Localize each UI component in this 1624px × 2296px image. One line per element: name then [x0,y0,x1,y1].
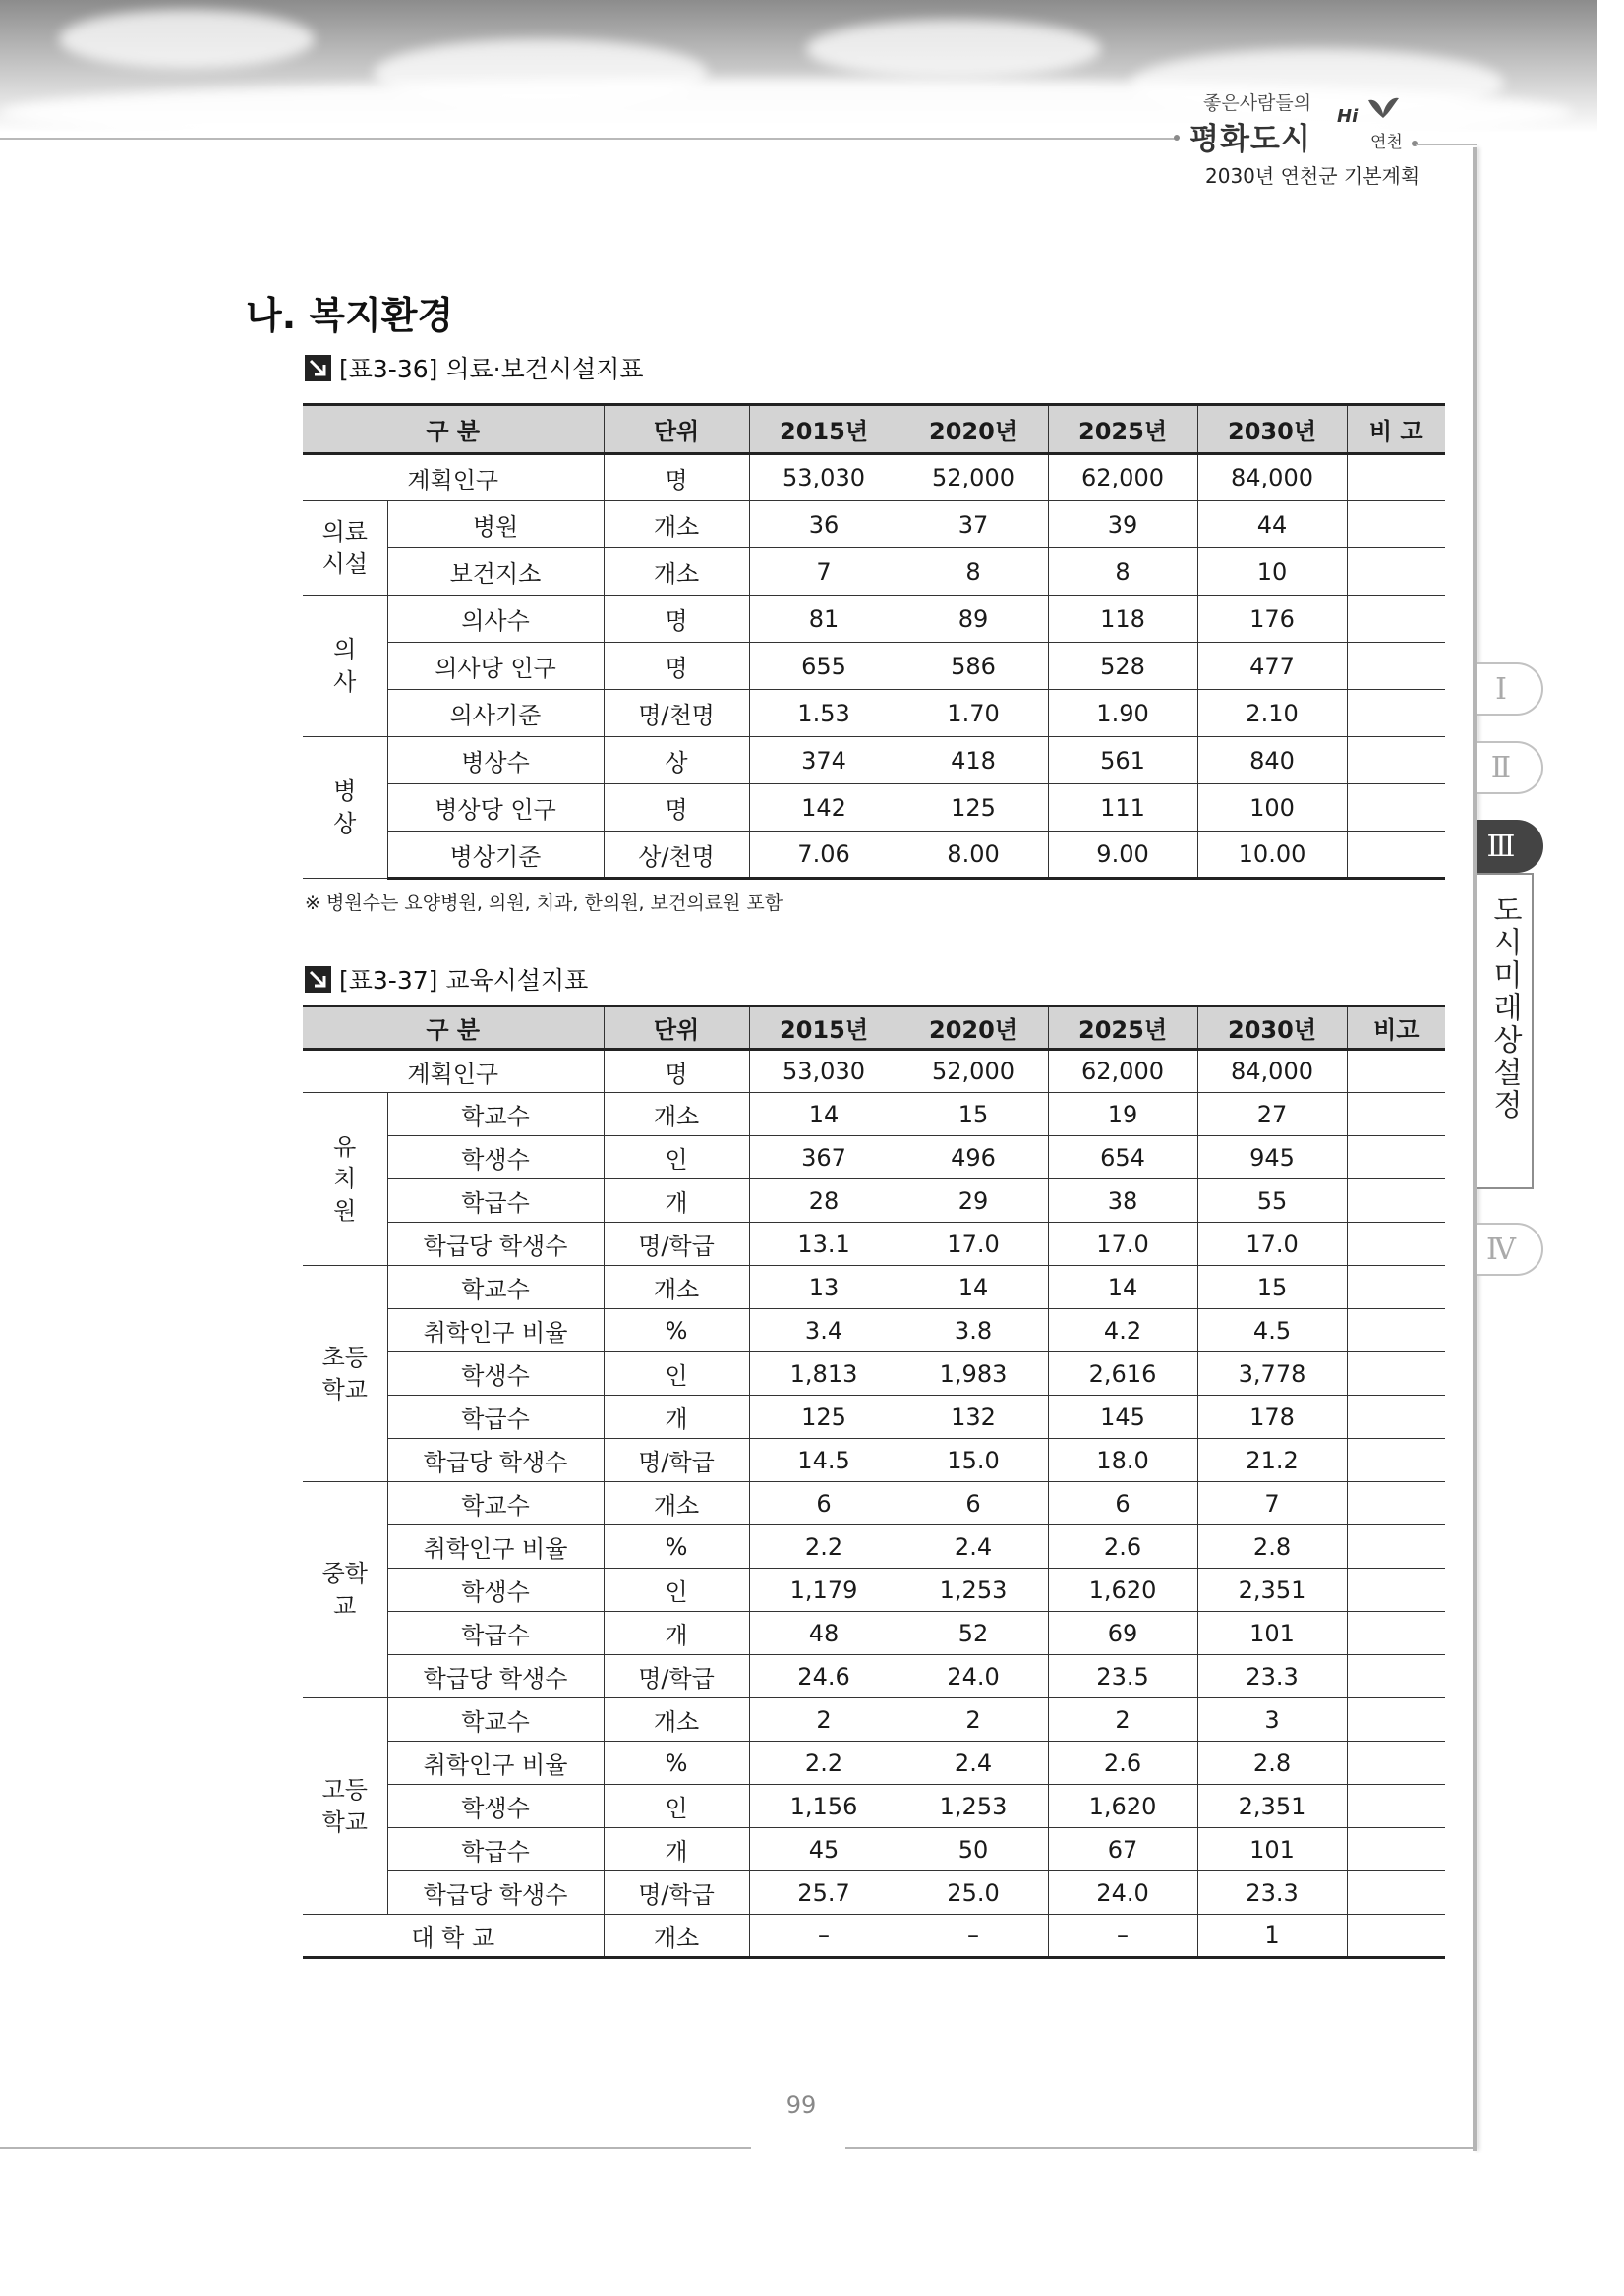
education-facility-table [303,1004,1445,1959]
table-row [303,1309,1445,1352]
value-cell: 2.8 [1197,1525,1347,1569]
row-label: 의사수 [387,596,604,643]
value-cell: 13 [749,1266,899,1309]
value-cell: 3 [1197,1698,1347,1742]
value-cell: 2.6 [1048,1525,1197,1569]
value-cell: 418 [899,737,1048,784]
value-cell: 84,000 [1197,1050,1347,1093]
table-row [303,1525,1445,1569]
remarks-cell [1347,1828,1445,1871]
row-label: 계획인구 [303,454,604,501]
table-row [303,1266,1445,1309]
value-cell: 8.00 [899,832,1048,879]
row-label: 취학인구 비율 [387,1309,604,1352]
value-cell: 23.5 [1048,1655,1197,1698]
value-cell: 7 [1197,1482,1347,1525]
arrow-box-icon [305,355,331,381]
value-cell: 3,778 [1197,1352,1347,1396]
table-row [303,1396,1445,1439]
value-cell: 7.06 [749,832,899,879]
value-cell: 178 [1197,1396,1347,1439]
value-cell: 24.0 [899,1655,1048,1698]
table-row [303,1742,1445,1785]
remarks-cell [1347,596,1445,643]
header-category: 구 분 [303,405,604,454]
group-label: 유 치 원 [303,1093,387,1266]
value-cell: 2.6 [1048,1742,1197,1785]
group-label: 초등 학교 [303,1266,387,1482]
table-row [303,1698,1445,1742]
unit-cell: 명 [604,643,749,690]
remarks-cell [1347,1309,1445,1352]
row-label: 학교수 [387,1266,604,1309]
value-cell: 24.0 [1048,1871,1197,1915]
value-cell: 840 [1197,737,1347,784]
value-cell: 2,351 [1197,1569,1347,1612]
value-cell: 1,156 [749,1785,899,1828]
group-label: 고등 학교 [303,1698,387,1915]
table-row [303,1612,1445,1655]
logo-hi: Hi [1337,106,1359,127]
value-cell: 55 [1197,1179,1347,1223]
remarks-cell [1347,1266,1445,1309]
row-label: 학생수 [387,1569,604,1612]
table-row [303,1915,1445,1958]
value-cell: 9.00 [1048,832,1197,879]
remarks-cell [1347,548,1445,596]
value-cell: 50 [899,1828,1048,1871]
remarks-cell [1347,832,1445,879]
remarks-cell [1347,784,1445,832]
unit-cell: 명/천명 [604,690,749,737]
unit-cell: 인 [604,1785,749,1828]
unit-cell: 개소 [604,548,749,596]
row-label: 취학인구 비율 [387,1525,604,1569]
table-row [303,690,1445,737]
value-cell: 24.6 [749,1655,899,1698]
value-cell: – [899,1915,1048,1958]
table-row [303,784,1445,832]
value-cell: 1,179 [749,1569,899,1612]
value-cell: 586 [899,643,1048,690]
remarks-cell [1347,454,1445,501]
table-row [303,1179,1445,1223]
value-cell: 23.3 [1197,1871,1347,1915]
remarks-cell [1347,1525,1445,1569]
value-cell: 62,000 [1048,1050,1197,1093]
value-cell: 3.4 [749,1309,899,1352]
unit-cell: 명/학급 [604,1439,749,1482]
value-cell: 125 [899,784,1048,832]
chapter-tab-1[interactable]: Ⅰ [1477,662,1543,716]
row-label: 병상기준 [387,832,604,879]
group-label: 병 상 [303,737,387,879]
group-label: 의 사 [303,596,387,737]
header-rule-dot [1174,135,1180,141]
value-cell: 1 [1197,1915,1347,1958]
value-cell: 36 [749,501,899,548]
value-cell: 477 [1197,643,1347,690]
row-label: 보건지소 [387,548,604,596]
table-row [303,1439,1445,1482]
unit-cell: 개소 [604,1093,749,1136]
unit-cell: 명 [604,454,749,501]
page-frame-bottom [845,2147,1475,2149]
value-cell: 25.7 [749,1871,899,1915]
value-cell: 2.2 [749,1742,899,1785]
group-label: 의료 시설 [303,501,387,596]
remarks-cell [1347,1050,1445,1093]
value-cell: 67 [1048,1828,1197,1871]
unit-cell: 명/학급 [604,1655,749,1698]
value-cell: 132 [899,1396,1048,1439]
value-cell: 2 [1048,1698,1197,1742]
row-label: 학급수 [387,1828,604,1871]
value-cell: 2.4 [899,1525,1048,1569]
value-cell: 1,620 [1048,1785,1197,1828]
value-cell: 53,030 [749,1050,899,1093]
unit-cell: 인 [604,1136,749,1179]
group-label: 중학 교 [303,1482,387,1698]
value-cell: – [749,1915,899,1958]
header-year: 2025년 [1048,405,1197,454]
row-label: 학급수 [387,1396,604,1439]
table-row [303,643,1445,690]
value-cell: 45 [749,1828,899,1871]
value-cell: 1.90 [1048,690,1197,737]
remarks-cell [1347,1785,1445,1828]
value-cell: 2.10 [1197,690,1347,737]
row-label: 학생수 [387,1352,604,1396]
remarks-cell [1347,643,1445,690]
table-row [303,501,1445,548]
value-cell: 17.0 [1048,1223,1197,1266]
unit-cell: 개소 [604,1915,749,1958]
value-cell: 561 [1048,737,1197,784]
header-year: 2015년 [749,405,899,454]
chapter-tab-4[interactable]: Ⅳ [1477,1223,1543,1276]
remarks-cell [1347,1223,1445,1266]
value-cell: 81 [749,596,899,643]
table-row [303,1352,1445,1396]
header-remarks: 비 고 [1347,405,1445,454]
row-label: 취학인구 비율 [387,1742,604,1785]
value-cell: 4.2 [1048,1309,1197,1352]
page-number: 99 [785,2092,817,2119]
unit-cell: 명 [604,1050,749,1093]
value-cell: 10 [1197,548,1347,596]
value-cell: 6 [899,1482,1048,1525]
header-year: 2030년 [1197,1006,1347,1050]
header-year: 2025년 [1048,1006,1197,1050]
value-cell: 945 [1197,1136,1347,1179]
header-year: 2030년 [1197,405,1347,454]
unit-cell: 개 [604,1179,749,1223]
value-cell: 44 [1197,501,1347,548]
row-label: 학급수 [387,1612,604,1655]
row-label: 학생수 [387,1136,604,1179]
unit-cell: 개소 [604,1698,749,1742]
chapter-tab-2[interactable]: Ⅱ [1477,741,1543,794]
value-cell: 655 [749,643,899,690]
value-cell: 1,253 [899,1569,1048,1612]
value-cell: 2,351 [1197,1785,1347,1828]
row-label: 학급당 학생수 [387,1655,604,1698]
remarks-cell [1347,1742,1445,1785]
remarks-cell [1347,1871,1445,1915]
unit-cell: 개 [604,1828,749,1871]
logo-slogan: 좋은사람들의 [1203,92,1312,114]
value-cell: 39 [1048,501,1197,548]
table1-caption [305,350,644,385]
unit-cell: 명 [604,784,749,832]
value-cell: 125 [749,1396,899,1439]
header-remarks: 비고 [1347,1006,1445,1050]
value-cell: 145 [1048,1396,1197,1439]
value-cell: 52 [899,1612,1048,1655]
table-row [303,1223,1445,1266]
value-cell: 14 [749,1093,899,1136]
remarks-cell [1347,1093,1445,1136]
row-label: 학급당 학생수 [387,1439,604,1482]
remarks-cell [1347,1352,1445,1396]
value-cell: 2.4 [899,1742,1048,1785]
unit-cell: 명 [604,596,749,643]
value-cell: 62,000 [1048,454,1197,501]
row-label: 병상수 [387,737,604,784]
logo-title: 평화도시 [1189,122,1311,157]
header-year: 2020년 [899,1006,1048,1050]
value-cell: 29 [899,1179,1048,1223]
header-unit: 단위 [604,405,749,454]
value-cell: 2 [749,1698,899,1742]
value-cell: 101 [1197,1612,1347,1655]
value-cell: 142 [749,784,899,832]
table-row [303,1785,1445,1828]
value-cell: 7 [749,548,899,596]
unit-cell: 명/학급 [604,1223,749,1266]
unit-cell: 인 [604,1569,749,1612]
table-row [303,1569,1445,1612]
table-row [303,1871,1445,1915]
value-cell: 367 [749,1136,899,1179]
value-cell: 1.53 [749,690,899,737]
row-label: 대 학 교 [303,1915,604,1958]
table-row [303,1050,1445,1093]
unit-cell: 개소 [604,501,749,548]
value-cell: 48 [749,1612,899,1655]
value-cell: 1,813 [749,1352,899,1396]
remarks-cell [1347,1915,1445,1958]
value-cell: 19 [1048,1093,1197,1136]
remarks-cell [1347,1179,1445,1223]
value-cell: 111 [1048,784,1197,832]
unit-cell: 개 [604,1396,749,1439]
row-label: 학교수 [387,1093,604,1136]
value-cell: 52,000 [899,454,1048,501]
header-rule [0,138,1175,140]
value-cell: 176 [1197,596,1347,643]
unit-cell: 상 [604,737,749,784]
table-row [303,596,1445,643]
row-label: 병원 [387,501,604,548]
value-cell: 1,253 [899,1785,1048,1828]
value-cell: 2.2 [749,1525,899,1569]
butterfly-icon [1366,96,1400,122]
value-cell: 14.5 [749,1439,899,1482]
table-row [303,1828,1445,1871]
remarks-cell [1347,1396,1445,1439]
table-row [303,832,1445,879]
unit-cell: 개소 [604,1482,749,1525]
row-label: 계획인구 [303,1050,604,1093]
cloud-shape [806,20,1101,79]
remarks-cell [1347,737,1445,784]
value-cell: 15.0 [899,1439,1048,1482]
unit-cell: 명/학급 [604,1871,749,1915]
arrow-box-icon [305,966,331,993]
chapter-label: 도시미래상설정 [1477,873,1534,1189]
value-cell: 14 [1048,1266,1197,1309]
value-cell: 69 [1048,1612,1197,1655]
header-category: 구 분 [303,1006,604,1050]
value-cell: 53,030 [749,454,899,501]
value-cell: 89 [899,596,1048,643]
city-logo [1189,79,1425,157]
value-cell: 8 [1048,548,1197,596]
header-unit: 단위 [604,1006,749,1050]
value-cell: 15 [1197,1266,1347,1309]
value-cell: 17.0 [899,1223,1048,1266]
value-cell: 101 [1197,1828,1347,1871]
remarks-cell [1347,1655,1445,1698]
remarks-cell [1347,1698,1445,1742]
remarks-cell [1347,1482,1445,1525]
row-label: 학급수 [387,1179,604,1223]
unit-cell: 인 [604,1352,749,1396]
value-cell: 38 [1048,1179,1197,1223]
value-cell: 28 [749,1179,899,1223]
value-cell: 25.0 [899,1871,1048,1915]
unit-cell: % [604,1309,749,1352]
table-header-row [303,1006,1445,1050]
remarks-cell [1347,1612,1445,1655]
value-cell: 100 [1197,784,1347,832]
value-cell: 1.70 [899,690,1048,737]
remarks-cell [1347,501,1445,548]
value-cell: 1,983 [899,1352,1048,1396]
header-year: 2015년 [749,1006,899,1050]
value-cell: 2,616 [1048,1352,1197,1396]
value-cell: 13.1 [749,1223,899,1266]
value-cell: 37 [899,501,1048,548]
table-row [303,1136,1445,1179]
row-label: 의사기준 [387,690,604,737]
value-cell: 6 [1048,1482,1197,1525]
table-header-row [303,405,1445,454]
value-cell: 17.0 [1197,1223,1347,1266]
table-row [303,454,1445,501]
row-label: 학교수 [387,1698,604,1742]
value-cell: 374 [749,737,899,784]
row-label: 학급당 학생수 [387,1871,604,1915]
page-frame-bottom [0,2147,751,2149]
cloud-shape [59,10,315,69]
row-label: 의사당 인구 [387,643,604,690]
value-cell: 2.8 [1197,1742,1347,1785]
remarks-cell [1347,690,1445,737]
table-row [303,737,1445,784]
value-cell: 1,620 [1048,1569,1197,1612]
value-cell: 15 [899,1093,1048,1136]
table-row [303,1655,1445,1698]
value-cell: 84,000 [1197,454,1347,501]
table1-footnote: ※ 병원수는 요양병원, 의원, 치과, 한의원, 보건의료원 포함 [305,892,783,914]
value-cell: 654 [1048,1136,1197,1179]
remarks-cell [1347,1569,1445,1612]
value-cell: 27 [1197,1093,1347,1136]
table-row [303,548,1445,596]
value-cell: 4.5 [1197,1309,1347,1352]
row-label: 학생수 [387,1785,604,1828]
unit-cell: 개 [604,1612,749,1655]
value-cell: 3.8 [899,1309,1048,1352]
value-cell: 21.2 [1197,1439,1347,1482]
table-row [303,1482,1445,1525]
row-label: 병상당 인구 [387,784,604,832]
value-cell: 528 [1048,643,1197,690]
value-cell: 8 [899,548,1048,596]
medical-facility-table [303,403,1445,880]
value-cell: 10.00 [1197,832,1347,879]
table2-caption-text: [표3-37] 교육시설지표 [339,966,589,995]
value-cell: 496 [899,1136,1048,1179]
value-cell: 18.0 [1048,1439,1197,1482]
value-cell: – [1048,1915,1197,1958]
table1-caption-text: [표3-36] 의료·보건시설지표 [339,355,644,383]
section-heading: 나. 복지환경 [246,294,454,337]
table-row [303,1093,1445,1136]
value-cell: 14 [899,1266,1048,1309]
header-year: 2020년 [899,405,1048,454]
document-title: 2030년 연천군 기본계획 [1205,164,1421,188]
chapter-tab-3[interactable]: Ⅲ [1477,820,1543,873]
value-cell: 23.3 [1197,1655,1347,1698]
value-cell: 118 [1048,596,1197,643]
unit-cell: 상/천명 [604,832,749,879]
logo-city-name: 연천 [1370,133,1403,152]
unit-cell: % [604,1525,749,1569]
unit-cell: 개소 [604,1266,749,1309]
value-cell: 52,000 [899,1050,1048,1093]
remarks-cell [1347,1136,1445,1179]
table2-caption [305,961,588,997]
row-label: 학급당 학생수 [387,1223,604,1266]
remarks-cell [1347,1439,1445,1482]
value-cell: 2 [899,1698,1048,1742]
value-cell: 6 [749,1482,899,1525]
row-label: 학교수 [387,1482,604,1525]
unit-cell: % [604,1742,749,1785]
